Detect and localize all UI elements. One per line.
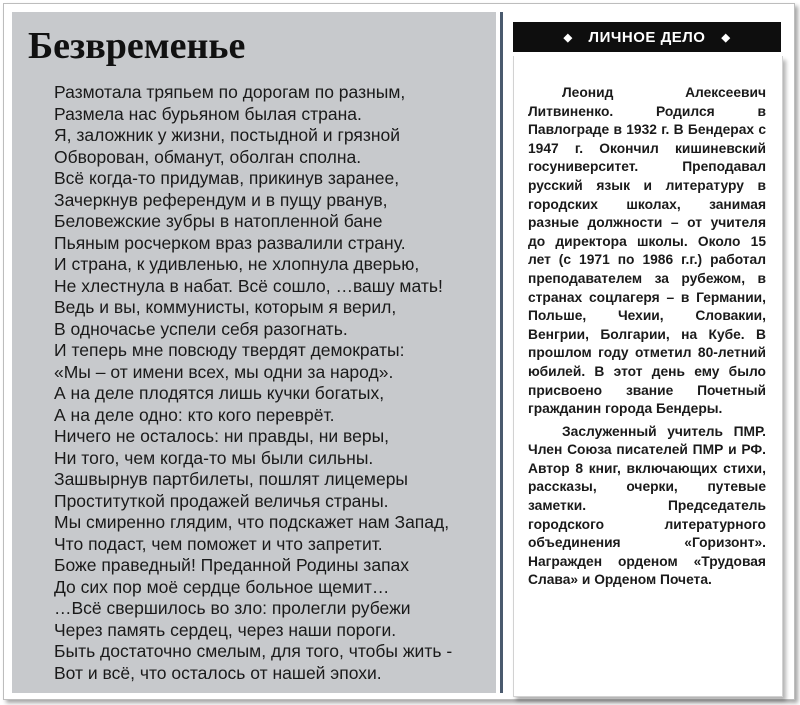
poem-line: Ни того, чем когда-то мы были сильны.: [54, 447, 374, 468]
poem-line: Я, заложник у жизни, постыдной и грязной: [54, 125, 401, 145]
poem-line: Размотала тряпьем по дорогам по разным,: [54, 82, 406, 102]
poem-line: «Мы – от имени всех, мы одни за народ».: [54, 361, 394, 382]
bio-panel: [507, 12, 791, 693]
poem-title: Безвременье: [28, 25, 246, 67]
personal-file-header-label: ЛИЧНОЕ ДЕЛО: [588, 28, 706, 46]
poem-line: Боже праведный! Преданной Родины запах: [54, 555, 410, 575]
poem-line: Что подаст, чем поможет и что запретит.: [54, 533, 383, 554]
diamond-left-icon: ◆: [563, 31, 573, 44]
bio-box: [513, 56, 783, 697]
poem-line: Размела нас бурьяном былая страна.: [54, 103, 362, 124]
poem-line: Беловежские зубры в натопленной бане: [54, 211, 383, 231]
poem-line: Ведь и вы, коммунисты, которым я верил,: [54, 297, 397, 317]
poem-line: И страна, к удивленью, не хлопнула дверью,: [54, 254, 420, 274]
diamond-right-icon: ◆: [721, 31, 731, 44]
poem-line: Мы смиренно глядим, что подскажет нам Запад,: [54, 512, 450, 532]
poem-line: …Всё свершилось во зло: пролегли рубежи: [54, 598, 411, 618]
poem-line: Зашвырнув партбилеты, пошлят лицемеры: [54, 469, 409, 489]
poem-line: Проституткой продажей величья страны.: [54, 490, 389, 511]
bio-paragraph-1: Леонид Алексеевич Литвиненко. Родился в Павлограде в 1932 г. В Бендерах с 1947 г. Окончил кишиневский госуниверситет. Преподавал русский язык и литературу в городских школах, занимая разные должности – от учителя до директора школы. Около 15 лет (с 1971 по 1986 г.г.) работал преподавателем за рубежом, в странах соцлагеря – в Германии, Польше, Чехии, Словакии, Венгрии, Болгарии, на Кубе. В прошлом году отметил 80-летний юбилей. В этот день ему было присвоено звание Почетный гражданин города Бендеры.: [528, 85, 766, 417]
poem-line: Ничего не осталось: ни правды, ни веры,: [54, 426, 390, 446]
poem-line: Не хлестнула в набат. Всё сошло, …вашу мать!: [54, 275, 443, 296]
poem-lines: [54, 82, 452, 684]
poem-line: Через память сердец, через наши пороги.: [54, 619, 397, 640]
poem-line: А на деле одно: кто кого переврёт.: [54, 404, 335, 425]
poem-line: Зачеркнув референдум и в пущу рванув,: [54, 189, 388, 210]
personal-file-header: [513, 22, 781, 52]
poem-line: В одночасье успели себя разогнать.: [54, 318, 348, 339]
bio-text: [528, 84, 766, 590]
poem-panel: [12, 12, 496, 693]
poem-line: До сих пор моё сердце больное щемит…: [54, 576, 390, 597]
poem-line: Обворован, обманут, оболган сполна.: [54, 146, 362, 167]
poem-line: Пьяным росчерком враз развалили страну.: [54, 232, 406, 253]
poem-line: А на деле плодятся лишь кучки богатых,: [54, 383, 385, 403]
poem-line: И теперь мне повсюду твердят демократы:: [54, 340, 405, 360]
poem-line: Вот и всё, что осталось от нашей эпохи.: [54, 662, 382, 683]
bio-paragraph-2: Заслуженный учитель ПМР. Член Союза писателей ПМР и РФ. Автор 8 книг, включающих стихи, рассказы, очерки, путевые заметки. Председатель городского литературного объединения «Горизонт». Награжден орденом «Трудовая Слава» и Орденом Почета.: [528, 423, 766, 588]
column-divider: [500, 12, 503, 693]
poem-line: Быть достаточно смелым, для того, чтобы жить -: [54, 641, 453, 661]
poem-line: Всё когда-то придумав, прикинув заранее,: [54, 168, 400, 188]
